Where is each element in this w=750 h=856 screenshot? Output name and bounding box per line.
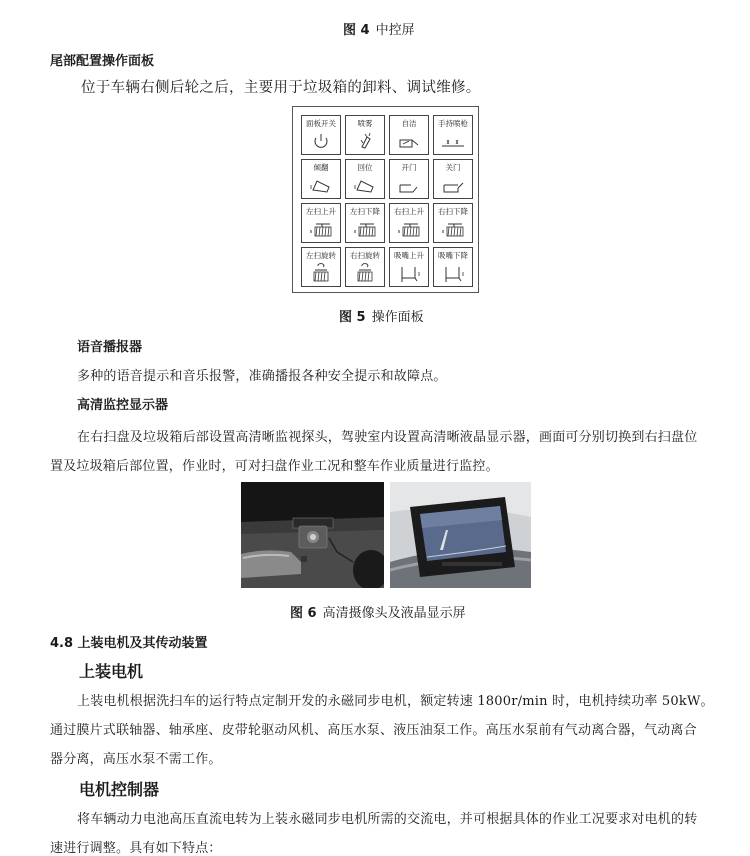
figure-title: 中控屏 <box>375 23 415 38</box>
paragraph-voice: 多种的语音提示和音乐报警，准确播报各种安全提示和故障点。 <box>77 369 447 384</box>
power-icon <box>307 131 335 151</box>
nozzle-up-icon <box>395 263 423 283</box>
figure-label: 图 5 <box>339 310 366 325</box>
subsection-heading-motor: 上装电机 <box>79 662 144 681</box>
lcd-monitor-photo <box>390 482 531 588</box>
panel-button-right-brush-rotate: 右扫旋转 <box>345 247 385 287</box>
figure-title: 高清摄像头及液晶显示屏 <box>322 606 466 621</box>
figure-6-caption <box>290 602 466 621</box>
panel-button-right-brush-up: 右扫上升 <box>389 203 429 243</box>
left-brush-up-icon <box>307 219 335 239</box>
door-close-icon <box>439 175 467 195</box>
panel-button-left-brush-rotate: 左扫旋转 <box>301 247 341 287</box>
subsection-heading-controller: 电机控制器 <box>79 780 160 799</box>
paragraph-controller-line-2: 速进行调整。具有如下特点： <box>50 841 222 856</box>
panel-button-close-door: 关门 <box>433 159 473 199</box>
panel-button-nozzle-down: 吸嘴下降 <box>433 247 473 287</box>
section-heading-voice: 语音播报器 <box>77 340 143 355</box>
section-heading-4-8: 4.8 上装电机及其传动装置 <box>50 636 208 651</box>
figure-title: 操作面板 <box>371 310 424 325</box>
panel-button-left-brush-down: 左扫下降 <box>345 203 385 243</box>
operation-panel-figure <box>292 106 479 293</box>
figure-label: 图 4 <box>343 23 370 38</box>
right-brush-down-icon <box>439 219 467 239</box>
panel-button-tilt: 倾翻 <box>301 159 341 199</box>
tilt-icon <box>307 175 335 195</box>
panel-button-nozzle-up: 吸嘴上升 <box>389 247 429 287</box>
panel-button-open-door: 开门 <box>389 159 429 199</box>
paragraph-motor-line-3: 器分离，高压水泵不需工作。 <box>50 752 222 767</box>
left-brush-rotate-icon <box>307 263 335 283</box>
nozzle-down-icon <box>439 263 467 283</box>
operation-panel-grid <box>301 115 473 287</box>
figure-label: 图 6 <box>290 606 317 621</box>
paragraph-motor-line-1: 上装电机根据洗扫车的运行特点定制开发的永磁同步电机，额定转速 1800r/min 时，电机持续功率 50kW。 <box>77 694 714 709</box>
panel-button-spray: 喷雾 <box>345 115 385 155</box>
right-brush-rotate-icon <box>351 263 379 283</box>
paragraph-monitor-line-1: 在右扫盘及垃圾箱后部设置高清晰监视探头，驾驶室内设置高清晰液晶显示器，画面可分别切换到右扫盘位 <box>77 430 698 445</box>
panel-button-reset: 回位 <box>345 159 385 199</box>
self-clean-icon <box>395 131 423 151</box>
spray-icon <box>351 131 379 151</box>
panel-button-left-brush-up: 左扫上升 <box>301 203 341 243</box>
panel-button-spray-gun: 手持喷枪 <box>433 115 473 155</box>
camera-photo <box>241 482 384 588</box>
panel-button-power: 面板开关 <box>301 115 341 155</box>
figure-5-caption <box>339 306 424 325</box>
section-heading-monitor: 高清监控显示器 <box>77 398 169 413</box>
paragraph-monitor-line-2: 置及垃圾箱后部位置，作业时，可对扫盘作业工况和整车作业质量进行监控。 <box>50 459 499 474</box>
panel-button-right-brush-down: 右扫下降 <box>433 203 473 243</box>
panel-button-self-clean: 自洁 <box>389 115 429 155</box>
figure-4-caption <box>343 19 415 38</box>
spray-gun-icon <box>439 131 467 151</box>
reset-icon <box>351 175 379 195</box>
paragraph-tail-panel: 位于车辆右侧后轮之后，主要用于垃圾箱的卸料、调试维修。 <box>81 80 481 96</box>
left-brush-down-icon <box>351 219 379 239</box>
section-heading-tail-panel: 尾部配置操作面板 <box>50 54 155 69</box>
paragraph-controller-line-1: 将车辆动力电池高压直流电转为上装永磁同步电机所需的交流电，并可根据具体的作业工况要求对电机的转 <box>77 812 698 827</box>
door-open-icon <box>395 175 423 195</box>
right-brush-up-icon <box>395 219 423 239</box>
paragraph-motor-line-2: 通过膜片式联轴器、轴承座、皮带轮驱动风机、高压水泵、液压油泵工作。高压水泵前有气动离合器，气动离合 <box>50 723 697 738</box>
